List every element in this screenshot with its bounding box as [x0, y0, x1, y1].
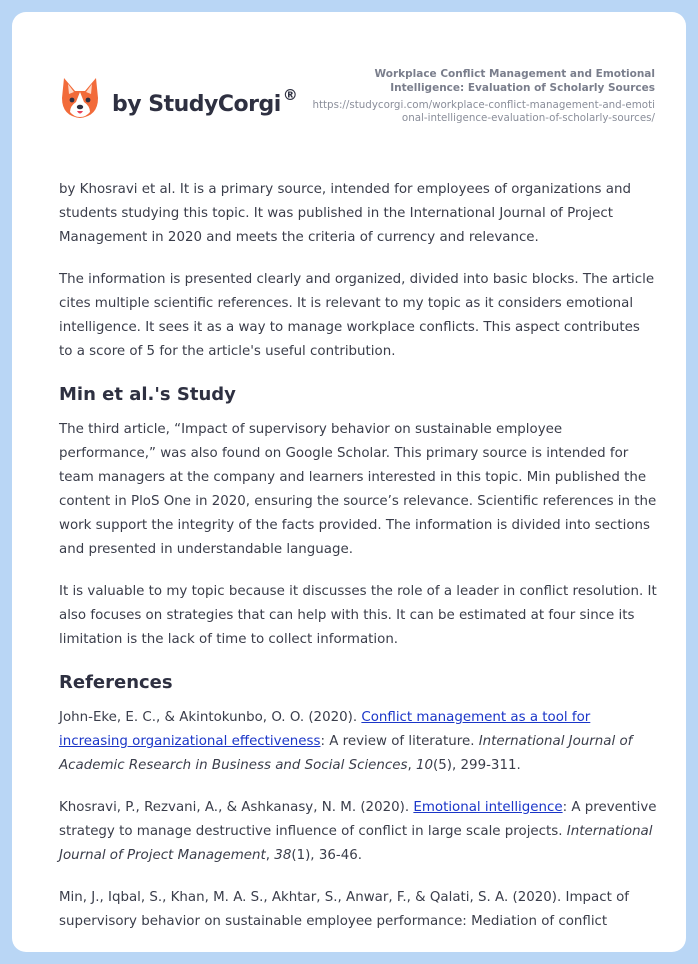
paragraph: The information is presented clearly and organized, divided into basic blocks. The article cites multiple scientific references. It is relevant to my topic as it considers emotional intelligence. It sees it as a way to manage workplace conflicts. This aspect contributes to a score of 5 for the article's useful contribution. — [59, 272, 655, 359]
reference-entry: Min, J., Iqbal, S., Khan, M. A. S., Akhtar, S., Anwar, F., & Qalati, S. A. (2020). Impact of supervisory behavior on sustainable employee performance: Mediation of conflict — [59, 890, 630, 929]
source-url[interactable]: https://studycorgi.com/workplace-conflict-management-and-emotional-intelligence-evaluation-of-scholarly-sources/ — [312, 99, 655, 124]
references-heading: References — [59, 672, 173, 693]
registered-mark: ® — [282, 85, 298, 104]
paragraph: It is valuable to my topic because it discusses the role of a leader in conflict resolution. It also focuses on strategies that can help with this. It can be estimated at four since its limitation is the lack of time to collect information. — [59, 584, 657, 647]
reference-entry: Khosravi, P., Rezvani, A., & Ashkanasy, N. M. (2020). Emotional intelligence: A preventive strategy to manage destructive influence of conflict in large scale projects. International Journal of Project Management, 38(1), 36-46. — [59, 800, 657, 863]
reference-link[interactable]: Conflict management as a tool for increasing organizational effectiveness — [59, 710, 591, 749]
reference-link[interactable]: Emotional intelligence — [413, 800, 563, 815]
section-heading: Min et al.'s Study — [59, 384, 236, 405]
brand-name: by StudyCorgi ® — [112, 85, 298, 117]
source-info — [310, 67, 655, 125]
reference-entry: John-Eke, E. C., & Akintokunbo, O. O. (2020). Conflict management as a tool for increasing organizational effectiveness: A review of literature. International Journal of Academic Research in Business and Social Sciences, 10(5), 299-311. — [59, 710, 633, 773]
corgi-head-icon — [60, 76, 100, 122]
paragraph: The third article, “Impact of supervisory behavior on sustainable employee performance,” was also found on Google Scholar. This primary source is intended for team managers at the company and learners interested in this topic. Min published the content in PloS One in 2020, ensuring the source’s relevance. Scientific references in the work support the integrity of the facts provided. The information is divided into sections and presented in understandable language. — [59, 422, 657, 557]
source-title: Workplace Conflict Management and Emotional Intelligence: Evaluation of Scholarly Sources — [374, 68, 655, 94]
studycorgi-logo[interactable] — [60, 76, 297, 122]
document-body — [59, 178, 657, 952]
page-header — [12, 12, 686, 162]
paragraph: by Khosravi et al. It is a primary source, intended for employees of organizations and students studying this topic. It was published in the International Journal of Project Management in 2020 and meets the criteria of currency and relevance. — [59, 182, 631, 245]
document-page — [12, 12, 686, 952]
